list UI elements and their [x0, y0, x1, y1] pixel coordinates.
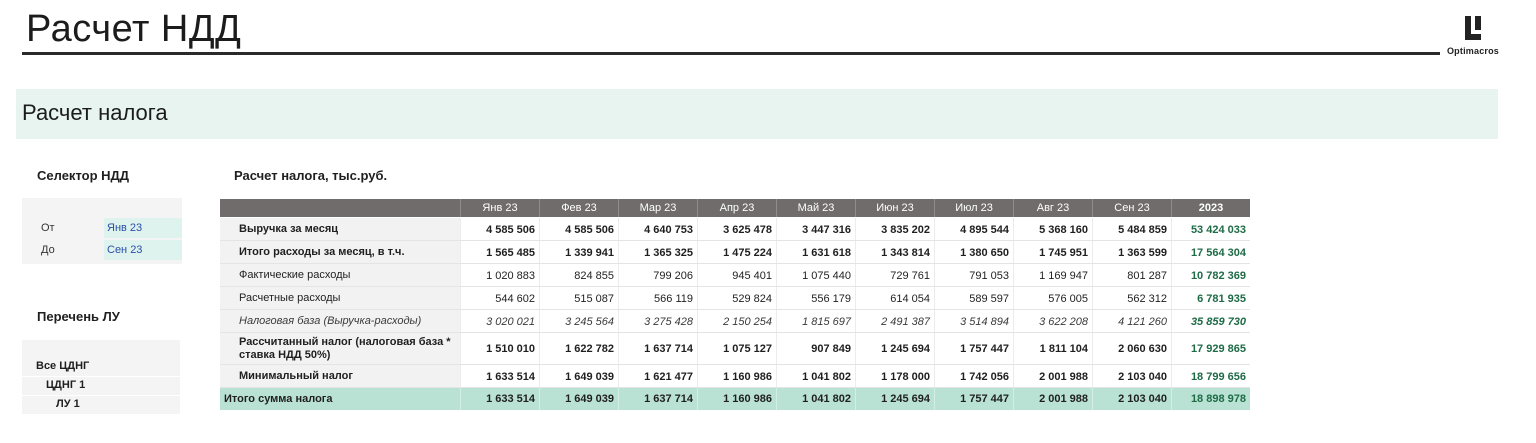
selector-from-row: [22, 218, 182, 238]
period-selector: [22, 198, 182, 264]
column-header-total: 2023: [1171, 199, 1250, 217]
value-cell[interactable]: 1 510 010: [460, 333, 539, 365]
row-label: Рассчитанный налог (налоговая база * ставка НДД 50%): [220, 333, 460, 365]
value-cell[interactable]: 589 597: [934, 287, 1013, 310]
tree-item-all-cdng[interactable]: Все ЦДНГ: [36, 360, 90, 372]
value-cell[interactable]: 1 633 514: [460, 365, 539, 388]
value-cell[interactable]: 4 640 753: [618, 218, 697, 241]
total-cell[interactable]: 18 799 656: [1171, 365, 1250, 388]
value-cell[interactable]: 529 824: [697, 287, 776, 310]
selector-from-value[interactable]: Янв 23: [104, 218, 182, 238]
value-cell[interactable]: 1 649 039: [539, 365, 618, 388]
table-row: [220, 310, 1250, 333]
value-cell[interactable]: 729 761: [855, 264, 934, 287]
row-label: Выручка за месяц: [220, 218, 460, 241]
value-cell[interactable]: 1 041 802: [776, 365, 855, 388]
table-title: Расчет налога, тыс.руб.: [234, 168, 388, 183]
value-cell[interactable]: 945 401: [697, 264, 776, 287]
value-cell[interactable]: 1 041 802: [776, 388, 855, 410]
tree-item-cdng-1[interactable]: ЦДНГ 1: [46, 379, 86, 391]
column-header: Мар 23: [618, 199, 697, 217]
value-cell[interactable]: 1 757 447: [934, 388, 1013, 410]
column-header: Сен 23: [1092, 199, 1171, 217]
value-cell[interactable]: 1 343 814: [855, 241, 934, 264]
value-cell[interactable]: 1 160 986: [697, 365, 776, 388]
value-cell[interactable]: 2 150 254: [697, 310, 776, 333]
value-cell[interactable]: 824 855: [539, 264, 618, 287]
table-row: [220, 388, 1250, 410]
value-cell[interactable]: 1 757 447: [934, 333, 1013, 365]
value-cell[interactable]: 1 365 325: [618, 241, 697, 264]
value-cell[interactable]: 3 622 208: [1013, 310, 1092, 333]
value-cell[interactable]: 1 075 127: [697, 333, 776, 365]
total-cell[interactable]: 18 898 978: [1171, 388, 1250, 410]
value-cell[interactable]: 1 245 694: [855, 333, 934, 365]
value-cell[interactable]: 1 622 782: [539, 333, 618, 365]
total-cell[interactable]: 6 781 935: [1171, 287, 1250, 310]
value-cell[interactable]: 1 475 224: [697, 241, 776, 264]
table-row: [220, 264, 1250, 287]
value-cell[interactable]: 1 742 056: [934, 365, 1013, 388]
column-header: Июл 23: [934, 199, 1013, 217]
value-cell[interactable]: 562 312: [1092, 287, 1171, 310]
value-cell[interactable]: 4 895 544: [934, 218, 1013, 241]
table-row: [220, 287, 1250, 310]
value-cell[interactable]: 5 484 859: [1092, 218, 1171, 241]
section-header: [16, 89, 1498, 139]
value-cell[interactable]: 1 339 941: [539, 241, 618, 264]
table-header-row: [220, 199, 1250, 217]
section-title: Расчет налога: [22, 100, 168, 125]
total-cell[interactable]: 53 424 033: [1171, 218, 1250, 241]
selector-from-label: От: [41, 222, 55, 234]
value-cell[interactable]: 576 005: [1013, 287, 1092, 310]
value-cell[interactable]: 4 585 506: [460, 218, 539, 241]
value-cell[interactable]: 1 621 477: [618, 365, 697, 388]
tree-divider: [22, 376, 180, 377]
logo-text: Optimacros: [1446, 46, 1499, 56]
value-cell[interactable]: 556 179: [776, 287, 855, 310]
value-cell[interactable]: 3 275 428: [618, 310, 697, 333]
value-cell[interactable]: 1 811 104: [1013, 333, 1092, 365]
row-label: Фактические расходы: [220, 264, 460, 287]
row-label: Итого сумма налога: [220, 388, 460, 410]
value-cell[interactable]: 2 103 040: [1092, 365, 1171, 388]
value-cell[interactable]: 544 602: [460, 287, 539, 310]
selector-to-label: До: [41, 244, 55, 256]
table-row: [220, 365, 1250, 388]
value-cell[interactable]: 4 121 260: [1092, 310, 1171, 333]
value-cell[interactable]: 3 514 894: [934, 310, 1013, 333]
value-cell[interactable]: 799 206: [618, 264, 697, 287]
value-cell[interactable]: 1 649 039: [539, 388, 618, 410]
value-cell[interactable]: 1 169 947: [1013, 264, 1092, 287]
total-cell[interactable]: 10 782 369: [1171, 264, 1250, 287]
table-row: [220, 218, 1250, 241]
value-cell[interactable]: 3 245 564: [539, 310, 618, 333]
value-cell[interactable]: 566 119: [618, 287, 697, 310]
row-label: Итого расходы за месяц, в т.ч.: [220, 241, 460, 264]
value-cell[interactable]: 1 815 697: [776, 310, 855, 333]
value-cell[interactable]: 1 363 599: [1092, 241, 1171, 264]
value-cell[interactable]: 5 368 160: [1013, 218, 1092, 241]
lu-tree: [22, 340, 180, 414]
value-cell[interactable]: 1 637 714: [618, 333, 697, 365]
value-cell[interactable]: 1 075 440: [776, 264, 855, 287]
value-cell[interactable]: 1 565 485: [460, 241, 539, 264]
value-cell[interactable]: 1 637 714: [618, 388, 697, 410]
value-cell[interactable]: 1 745 951: [1013, 241, 1092, 264]
row-label: Минимальный налог: [220, 365, 460, 388]
column-header: Июн 23: [855, 199, 934, 217]
value-cell[interactable]: 1 245 694: [855, 388, 934, 410]
value-cell[interactable]: 1 380 650: [934, 241, 1013, 264]
value-cell[interactable]: 2 060 630: [1092, 333, 1171, 365]
column-header: Авг 23: [1013, 199, 1092, 217]
value-cell[interactable]: 515 087: [539, 287, 618, 310]
value-cell[interactable]: 791 053: [934, 264, 1013, 287]
page-title: Расчет НДД: [26, 8, 242, 50]
value-cell[interactable]: 1 178 000: [855, 365, 934, 388]
value-cell[interactable]: 3 625 478: [697, 218, 776, 241]
row-label: Расчетные расходы: [220, 287, 460, 310]
value-cell[interactable]: 1 631 618: [776, 241, 855, 264]
value-cell[interactable]: 1 020 883: [460, 264, 539, 287]
value-cell[interactable]: 3 447 316: [776, 218, 855, 241]
row-label: Налоговая база (Выручка-расходы): [220, 310, 460, 333]
value-cell[interactable]: 2 001 988: [1013, 388, 1092, 410]
tree-divider: [22, 395, 180, 396]
total-cell[interactable]: 17 929 865: [1171, 333, 1250, 365]
title-divider: [22, 52, 1440, 55]
column-header: Фев 23: [539, 199, 618, 217]
logo: [1440, 14, 1506, 56]
value-cell[interactable]: 2 491 387: [855, 310, 934, 333]
selector-title: Селектор НДД: [37, 168, 130, 183]
table-row: [220, 333, 1250, 365]
optimacros-logo-icon: [1462, 14, 1484, 42]
column-header: Апр 23: [697, 199, 776, 217]
value-cell[interactable]: 2 001 988: [1013, 365, 1092, 388]
value-cell[interactable]: 2 103 040: [1092, 388, 1171, 410]
tree-item-lu-1[interactable]: ЛУ 1: [56, 398, 80, 410]
selector-to-value[interactable]: Сен 23: [104, 240, 182, 260]
value-cell[interactable]: 3 020 021: [460, 310, 539, 333]
column-header: Май 23: [776, 199, 855, 217]
value-cell[interactable]: 3 835 202: [855, 218, 934, 241]
value-cell[interactable]: 4 585 506: [539, 218, 618, 241]
lu-list-title: Перечень ЛУ: [37, 309, 120, 324]
table-row: [220, 241, 1250, 264]
value-cell[interactable]: 801 287: [1092, 264, 1171, 287]
selector-to-row: [22, 240, 182, 260]
value-cell[interactable]: 1 633 514: [460, 388, 539, 410]
value-cell[interactable]: 614 054: [855, 287, 934, 310]
total-cell[interactable]: 17 564 304: [1171, 241, 1250, 264]
value-cell[interactable]: 907 849: [776, 333, 855, 365]
total-cell[interactable]: 35 859 730: [1171, 310, 1250, 333]
value-cell[interactable]: 1 160 986: [697, 388, 776, 410]
column-header: Янв 23: [460, 199, 539, 217]
